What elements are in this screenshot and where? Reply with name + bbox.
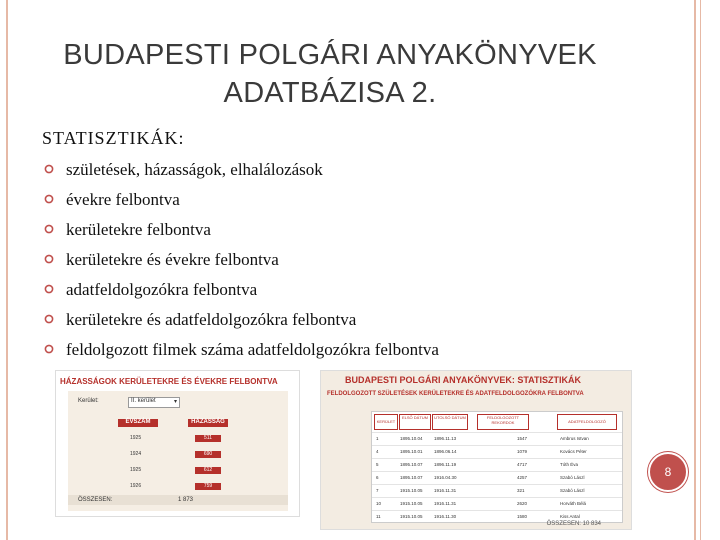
- district-select[interactable]: [128, 397, 180, 408]
- table-cell: 1079: [517, 449, 528, 454]
- list-item-text: születések, házasságok, elhalálozások: [66, 160, 323, 179]
- list-item: [42, 155, 439, 185]
- table-cell: 1: [376, 436, 379, 441]
- table-cell: 1916.11.30: [434, 514, 457, 519]
- table-cell: 10: [376, 501, 382, 506]
- table-cell: 1896.11.13: [434, 436, 457, 441]
- slide-title-line2: ADATBÁZISA 2.: [223, 77, 437, 109]
- total-label: ÖSSZESEN:: [546, 521, 581, 527]
- table-row: [372, 432, 622, 445]
- count-cell: 511: [195, 435, 221, 442]
- table-cell: 1896.06.14: [434, 449, 457, 454]
- table-cell: Szabó Lászl: [560, 488, 585, 493]
- district-select-label: Kerület:: [78, 398, 99, 404]
- table-row: [372, 484, 622, 497]
- table-cell: 4: [376, 449, 379, 454]
- list-item: [42, 275, 439, 305]
- table-row: [372, 497, 622, 510]
- table-cell: 1916.11.31: [434, 501, 457, 506]
- list-item-text: feldolgozott filmek száma adatfeldolgozókra felbontva: [66, 340, 439, 359]
- table-cell: 1916.04.30: [434, 475, 457, 480]
- year-cell: 1925: [130, 435, 142, 441]
- table-cell: 1580: [517, 514, 528, 519]
- table-cell: 2620: [517, 501, 528, 506]
- year-cell: 1924: [130, 451, 142, 457]
- slide-frame-left: [0, 0, 18, 540]
- slide-title: [30, 36, 630, 112]
- table-cell: Kovács Péter: [560, 449, 587, 454]
- table-cell: 1915.10.05: [400, 488, 423, 493]
- slide-frame-right: [684, 0, 720, 540]
- table-cell: 1916.11.31: [434, 488, 457, 493]
- year-cell: 1925: [130, 467, 142, 473]
- column-header: UTOLSÓ DÁTUM: [432, 414, 468, 430]
- statistics-total: [547, 521, 601, 527]
- table-cell: 1895.10.01: [400, 449, 423, 454]
- statistics-screenshot-title: BUDAPESTI POLGÁRI ANYAKÖNYVEK: STATISZTIKÁK: [345, 375, 582, 385]
- table-cell: 4717: [517, 462, 528, 467]
- list-item-text: kerületekre felbontva: [66, 220, 211, 239]
- year-cell: 1926: [130, 483, 142, 489]
- table-cell: 4257: [517, 475, 528, 480]
- table-cell: Tóth Éva: [560, 462, 579, 467]
- marriages-total-row: [68, 495, 288, 505]
- circle-bullet-icon: [44, 284, 54, 294]
- count-cell: 612: [195, 467, 221, 474]
- marriage-column-header: HÁZASSÁG: [188, 419, 228, 427]
- total-value: 10 834: [582, 521, 601, 527]
- circle-bullet-icon: [44, 254, 54, 264]
- circle-bullet-icon: [44, 314, 54, 324]
- list-item-text: évekre felbontva: [66, 190, 180, 209]
- table-cell: 1896.11.19: [434, 462, 457, 467]
- statistics-table: [371, 411, 623, 523]
- circle-bullet-icon: [44, 344, 54, 354]
- table-cell: Szabó Lászl: [560, 475, 585, 480]
- total-value: 1 873: [178, 497, 194, 503]
- list-item-text: kerületekre és adatfeldolgozókra felbontva: [66, 310, 357, 329]
- slide-content: [42, 128, 439, 365]
- table-cell: Kiss Antal: [560, 514, 580, 519]
- chevron-down-icon: ▾: [173, 399, 177, 405]
- slide-title-line1: BUDAPESTI POLGÁRI ANYAKÖNYVEK: [63, 39, 597, 71]
- table-row: [372, 445, 622, 458]
- marriages-screenshot: [55, 370, 300, 517]
- circle-bullet-icon: [44, 164, 54, 174]
- table-cell: 1547: [517, 436, 528, 441]
- table-cell: 6: [376, 475, 379, 480]
- table-row: [372, 458, 622, 471]
- total-label: ÖSSZESEN:: [78, 497, 113, 503]
- count-cell: 759: [195, 483, 221, 490]
- page-number-badge: 8: [648, 452, 688, 492]
- statistics-heading: STATISZTIKÁK:: [42, 128, 185, 148]
- column-header: ADATFELDOLGOZÓ: [557, 414, 617, 430]
- list-item: [42, 335, 439, 365]
- statistics-list: [42, 155, 439, 365]
- table-cell: 321: [517, 488, 525, 493]
- circle-bullet-icon: [44, 194, 54, 204]
- district-select-value: II. kerület: [131, 398, 156, 404]
- column-header: FELDOLGOZOTT REKORDOK: [477, 414, 529, 430]
- list-item: [42, 305, 439, 335]
- table-cell: 7: [376, 488, 379, 493]
- list-item: [42, 245, 439, 275]
- table-cell: 5: [376, 462, 379, 467]
- circle-bullet-icon: [44, 224, 54, 234]
- statistics-screenshot: [320, 370, 632, 530]
- table-cell: 1895.10.07: [400, 475, 423, 480]
- table-cell: Horváth Bélá: [560, 501, 587, 506]
- count-cell: 690: [195, 451, 221, 458]
- list-item-text: adatfeldolgozókra felbontva: [66, 280, 258, 299]
- list-item-text: kerületekre és évekre felbontva: [66, 250, 279, 269]
- statistics-screenshot-subtitle: FELDOLGOZOTT SZÜLETÉSEK KERÜLETEKRE ÉS ADATFELDOLGOZÓKRA FELBONTVA: [327, 391, 584, 397]
- table-row: [372, 471, 622, 484]
- table-cell: 1915.10.05: [400, 501, 423, 506]
- table-cell: 1915.10.05: [400, 514, 423, 519]
- marriages-screenshot-title: HÁZASSÁGOK KERÜLETEKRE ÉS ÉVEKRE FELBONTVA: [60, 377, 278, 386]
- list-item: [42, 215, 439, 245]
- column-header: KERÜLET: [374, 414, 398, 430]
- table-cell: 1895.10.04: [400, 436, 423, 441]
- column-header: ELSŐ DÁTUM: [399, 414, 431, 430]
- table-cell: Ambrus Istvan: [560, 436, 589, 441]
- table-cell: 11: [376, 514, 381, 519]
- marriages-panel: [68, 391, 288, 511]
- year-column-header: ÉVSZÁM: [118, 419, 158, 427]
- list-item: [42, 185, 439, 215]
- table-cell: 1895.10.07: [400, 462, 423, 467]
